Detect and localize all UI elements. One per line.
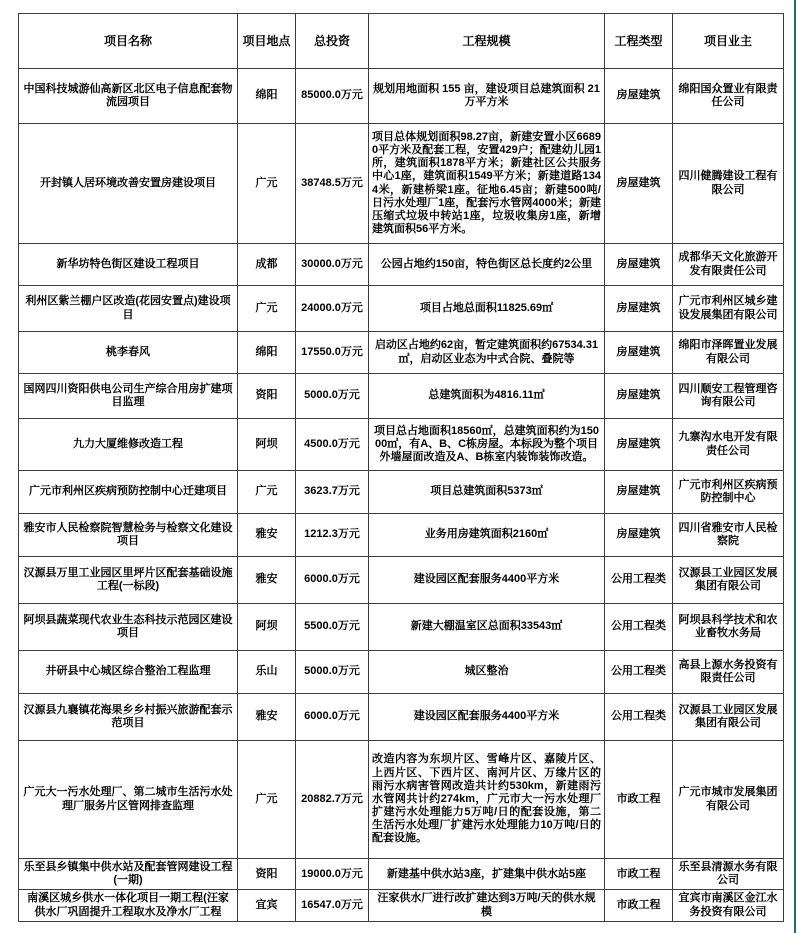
- project-scale-cell: 项目总建筑面积5373㎡: [369, 471, 605, 514]
- header-project-scale: 工程规模: [369, 14, 605, 69]
- total-investment-cell: 30000.0万元: [296, 244, 369, 286]
- project-name-cell: 井研县中心城区综合整治工程监理: [19, 651, 238, 694]
- project-name-cell: 广元市利州区疾病预防控制中心迁建项目: [19, 471, 238, 514]
- total-investment-cell: 24000.0万元: [296, 286, 369, 332]
- project-owner-cell: 成都华天文化旅游开发有限责任公司: [673, 244, 784, 286]
- total-investment-cell: 4500.0万元: [296, 419, 369, 471]
- header-project-type: 工程类型: [605, 14, 673, 69]
- project-scale-cell: 总建筑面积为4816.11㎡: [369, 374, 605, 419]
- project-owner-cell: 四川顺安工程管理咨询有限公司: [673, 374, 784, 419]
- total-investment-cell: 16547.0万元: [296, 890, 369, 921]
- project-scale-cell: 新建大棚温室区总面积33543㎡: [369, 604, 605, 651]
- table-row: [19, 332, 784, 374]
- header-total-investment: 总投资: [296, 14, 369, 69]
- project-type-cell: 市政工程: [605, 741, 673, 859]
- project-type-cell: 公用工程类: [605, 651, 673, 694]
- project-name-cell: 开封镇人居环境改善安置房建设项目: [19, 124, 238, 244]
- project-location-cell: 雅安: [238, 557, 296, 604]
- project-type-cell: 市政工程: [605, 859, 673, 890]
- project-scale-cell: 城区整治: [369, 651, 605, 694]
- project-scale-cell: 业务用房建筑面积2160㎡: [369, 514, 605, 557]
- project-location-cell: 广元: [238, 124, 296, 244]
- table-row: [19, 69, 784, 124]
- project-type-cell: 房屋建筑: [605, 374, 673, 419]
- table-row: [19, 604, 784, 651]
- project-location-cell: 广元: [238, 741, 296, 859]
- project-scale-cell: 启动区占地约62亩，暂定建筑面积约67534.31㎡，启动区业态为中式合院、叠院等: [369, 332, 605, 374]
- project-type-cell: 公用工程类: [605, 694, 673, 741]
- project-scale-cell: 公园占地约150亩，特色街区总长度约2公里: [369, 244, 605, 286]
- table-row: [19, 694, 784, 741]
- table-row: [19, 741, 784, 859]
- project-location-cell: 资阳: [238, 374, 296, 419]
- table-row: [19, 890, 784, 921]
- project-owner-cell: 汉源县工业园区发展集团有限公司: [673, 557, 784, 604]
- project-location-cell: 成都: [238, 244, 296, 286]
- project-owner-cell: 九寨沟水电开发有限责任公司: [673, 419, 784, 471]
- project-scale-cell: 项目总体规划面积98.27亩，新建安置小区66890平方米及配套工程，安置429户；配建幼儿园1所，建筑面积1878平方米；新建社区公共服务中心1座，建筑面积1549平方米；新建道路1344米，新建桥梁1座。征地6.45亩；新建500吨/日污水处理厂1座，配套污水管网4000米；新建压缩式垃圾中转站1座，垃圾收集房1座，新增建筑面积56平方米。: [369, 124, 605, 244]
- project-location-cell: 阿坝: [238, 604, 296, 651]
- project-name-cell: 南溪区城乡供水一体化项目一期工程(汪家供水厂巩固提升工程取水及净水厂工程: [19, 890, 238, 921]
- project-scale-cell: 建设园区配套服务4400平方米: [369, 694, 605, 741]
- project-owner-cell: 高县上源水务投资有限责任公司: [673, 651, 784, 694]
- project-type-cell: 房屋建筑: [605, 286, 673, 332]
- table-row: [19, 557, 784, 604]
- projects-table: [18, 13, 784, 922]
- header-project-owner: 项目业主: [673, 14, 784, 69]
- project-location-cell: 绵阳: [238, 69, 296, 124]
- table-row: [19, 124, 784, 244]
- project-location-cell: 广元: [238, 286, 296, 332]
- project-type-cell: 市政工程: [605, 890, 673, 921]
- project-owner-cell: 四川省雅安市人民检察院: [673, 514, 784, 557]
- total-investment-cell: 19000.0万元: [296, 859, 369, 890]
- project-location-cell: 宜宾: [238, 890, 296, 921]
- table-row: [19, 651, 784, 694]
- header-project-location: 项目地点: [238, 14, 296, 69]
- project-type-cell: 房屋建筑: [605, 332, 673, 374]
- project-scale-cell: 新建基中供水站3座，扩建集中供水站5座: [369, 859, 605, 890]
- header-project-name: 项目名称: [19, 14, 238, 69]
- project-name-cell: 国网四川资阳供电公司生产综合用房扩建项目监理: [19, 374, 238, 419]
- project-scale-cell: 汪家供水厂进行改扩建达到3万吨/天的供水规模: [369, 890, 605, 921]
- project-owner-cell: 汉源县工业园区发展集团有限公司: [673, 694, 784, 741]
- project-name-cell: 汉源县九襄镇花海果乡乡村振兴旅游配套示范项目: [19, 694, 238, 741]
- total-investment-cell: 38748.5万元: [296, 124, 369, 244]
- project-location-cell: 乐山: [238, 651, 296, 694]
- project-owner-cell: 广元市利州区城乡建设发展集团有限公司: [673, 286, 784, 332]
- project-owner-cell: 宜宾市南溪区金江水务投资有限公司: [673, 890, 784, 921]
- total-investment-cell: 6000.0万元: [296, 557, 369, 604]
- project-location-cell: 雅安: [238, 694, 296, 741]
- project-type-cell: 房屋建筑: [605, 124, 673, 244]
- table-row: [19, 286, 784, 332]
- project-owner-cell: 阿坝县科学技术和农业畜牧水务局: [673, 604, 784, 651]
- project-type-cell: 房屋建筑: [605, 244, 673, 286]
- project-scale-cell: 项目占地总面积11825.69㎡: [369, 286, 605, 332]
- project-name-cell: 中国科技城游仙高新区北区电子信息配套物流园项目: [19, 69, 238, 124]
- total-investment-cell: 5000.0万元: [296, 651, 369, 694]
- project-owner-cell: 四川健腾建设工程有限公司: [673, 124, 784, 244]
- table-header-row: [19, 14, 784, 69]
- total-investment-cell: 1212.3万元: [296, 514, 369, 557]
- project-location-cell: 资阳: [238, 859, 296, 890]
- project-name-cell: 汉源县万里工业园区里坪片区配套基础设施工程(一标段): [19, 557, 238, 604]
- total-investment-cell: 6000.0万元: [296, 694, 369, 741]
- project-location-cell: 绵阳: [238, 332, 296, 374]
- project-scale-cell: 建设园区配套服务4400平方米: [369, 557, 605, 604]
- project-type-cell: 房屋建筑: [605, 69, 673, 124]
- table-row: [19, 244, 784, 286]
- project-scale-cell: 项目总占地面积18560㎡，总建筑面积约为15000㎡，有A、B、C栋房屋。本标段为整个项目外墙屋面改造及A、B栋室内装饰装饰改造。: [369, 419, 605, 471]
- project-name-cell: 利州区紫兰棚户区改造(花园安置点)建设项目: [19, 286, 238, 332]
- table-row: [19, 374, 784, 419]
- project-location-cell: 雅安: [238, 514, 296, 557]
- table-row: [19, 419, 784, 471]
- project-scale-cell: 改造内容为东坝片区、雪峰片区、嘉陵片区、上西片区、下西片区、南河片区、万缘片区的雨污水病害管网改造共计约530km，新建雨污水管网共计约274km，广元市大一污水处理厂扩建污水处理能力5万吨/日的配套设施，第二生活污水处理厂扩建污水处理能力10万吨/日的配套设施。: [369, 741, 605, 859]
- project-owner-cell: 广元市利州区疾病预防控制中心: [673, 471, 784, 514]
- project-name-cell: 广元大一污水处理厂、第二城市生活污水处理厂服务片区管网排查监理: [19, 741, 238, 859]
- table-body: [19, 69, 784, 922]
- project-type-cell: 房屋建筑: [605, 471, 673, 514]
- total-investment-cell: 20882.7万元: [296, 741, 369, 859]
- total-investment-cell: 5500.0万元: [296, 604, 369, 651]
- project-type-cell: 公用工程类: [605, 557, 673, 604]
- project-location-cell: 阿坝: [238, 419, 296, 471]
- project-owner-cell: 广元市城市发展集团有限公司: [673, 741, 784, 859]
- project-name-cell: 阿坝县蔬菜现代农业生态科技示范园区建设项目: [19, 604, 238, 651]
- window-edge-line: [794, 0, 796, 933]
- total-investment-cell: 85000.0万元: [296, 69, 369, 124]
- project-owner-cell: 乐至县清源水务有限公司: [673, 859, 784, 890]
- project-name-cell: 新华坊特色街区建设工程项目: [19, 244, 238, 286]
- project-name-cell: 乐至县乡镇集中供水站及配套管网建设工程(一期): [19, 859, 238, 890]
- project-name-cell: 雅安市人民检察院智慧检务与检察文化建设项目: [19, 514, 238, 557]
- total-investment-cell: 5000.0万元: [296, 374, 369, 419]
- project-owner-cell: 绵阳市泽晖置业发展有限公司: [673, 332, 784, 374]
- project-scale-cell: 规划用地面积 155 亩，建设项目总建筑面积 21 万平方米: [369, 69, 605, 124]
- project-owner-cell: 绵阳国众置业有限责任公司: [673, 69, 784, 124]
- table-row: [19, 471, 784, 514]
- table-row: [19, 514, 784, 557]
- project-type-cell: 公用工程类: [605, 604, 673, 651]
- project-location-cell: 广元: [238, 471, 296, 514]
- table-header-row: [19, 14, 784, 69]
- total-investment-cell: 17550.0万元: [296, 332, 369, 374]
- table-row: [19, 859, 784, 890]
- total-investment-cell: 3623.7万元: [296, 471, 369, 514]
- project-type-cell: 房屋建筑: [605, 514, 673, 557]
- project-name-cell: 九力大厦维修改造工程: [19, 419, 238, 471]
- project-type-cell: 房屋建筑: [605, 419, 673, 471]
- project-name-cell: 桃李春风: [19, 332, 238, 374]
